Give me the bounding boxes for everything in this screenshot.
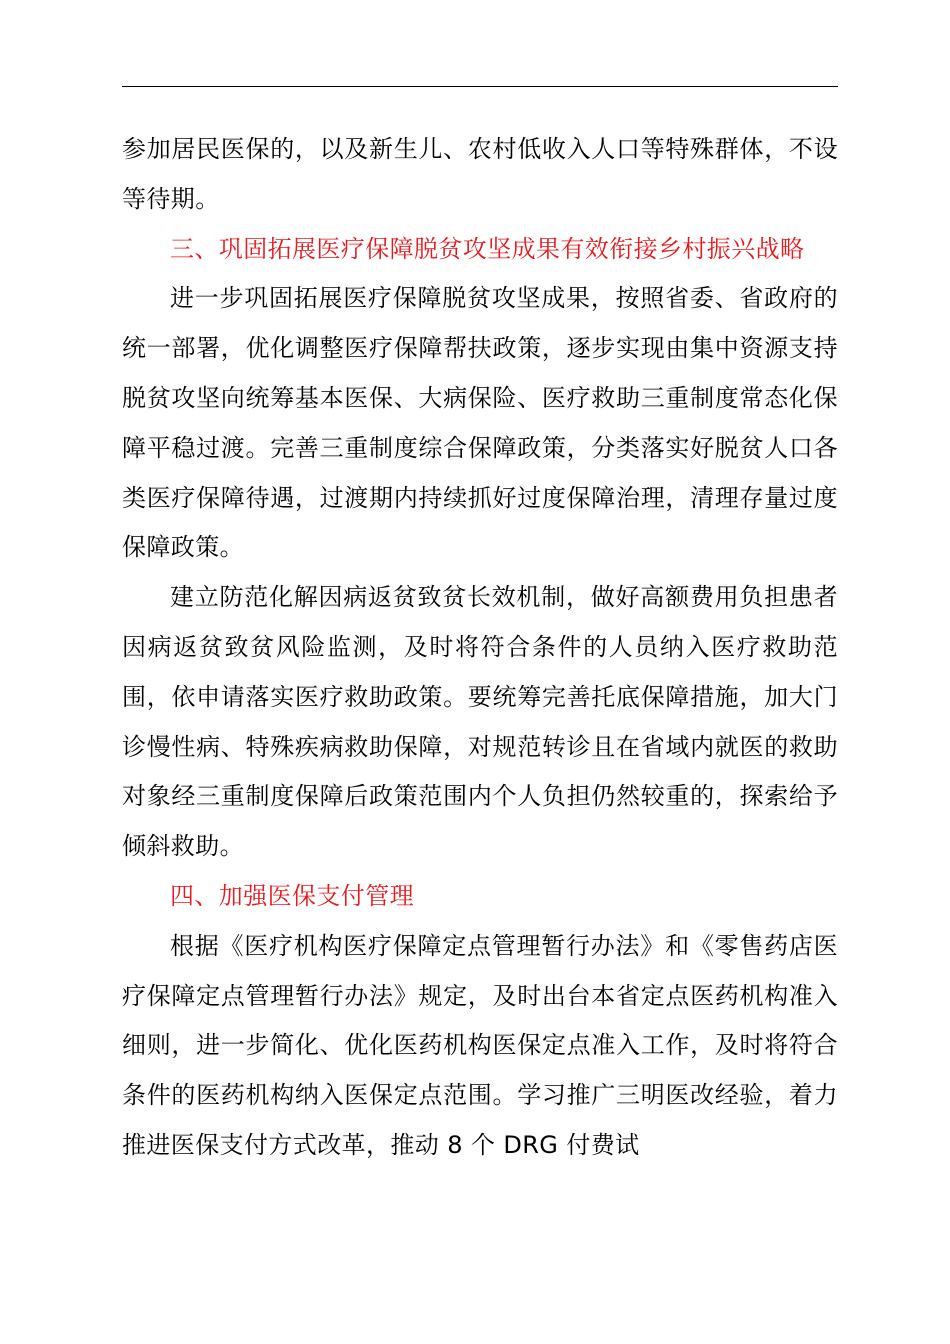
paragraph-continued: 参加居民医保的，以及新生儿、农村低收入人口等特殊群体，不设等待期。 xyxy=(122,135,838,213)
header-rule xyxy=(122,86,838,87)
section-heading-4: 四、加强医保支付管理 xyxy=(170,881,414,910)
paragraph-poverty-prevention: 建立防范化解因病返贫致贫长效机制，做好高额费用负担患者因病返贫致贫风险监测，及时将符合条件的人员纳入医疗救助范围，依申请落实医疗救助政策。要统筹完善托底保障措施，加大门诊慢性病、特殊疾病救助保障，对规范转诊且在省域内就医的救助对象经三重制度保障后政策范围内个人负担仍然较重的，探索给予倾斜救助。 xyxy=(122,583,838,861)
document-body xyxy=(122,125,838,1171)
paragraph-consolidate: 进一步巩固拓展医疗保障脱贫攻坚成果，按照省委、省政府的统一部署，优化调整医疗保障帮扶政策，逐步实现由集中资源支持脱贫攻坚向统筹基本医保、大病保险、医疗救助三重制度常态化保障平稳过渡。完善三重制度综合保障政策，分类落实好脱贫人口各类医疗保障待遇，过渡期内持续抓好过度保障治理，清理存量过度保障政策。 xyxy=(122,284,838,562)
paragraph-payment-management: 根据《医疗机构医疗保障定点管理暂行办法》和《零售药店医疗保障定点管理暂行办法》规定，及时出台本省定点医药机构准入细则，进一步简化、优化医药机构医保定点准入工作，及时将符合条件的医药机构纳入医保定点范围。学习推广三明医改经验，着力推进医保支付方式改革，推动 8 个 DRG 付费试 xyxy=(122,931,838,1159)
section-heading-3: 三、巩固拓展医疗保障脱贫攻坚成果有效衔接乡村振兴战略 xyxy=(170,234,805,263)
